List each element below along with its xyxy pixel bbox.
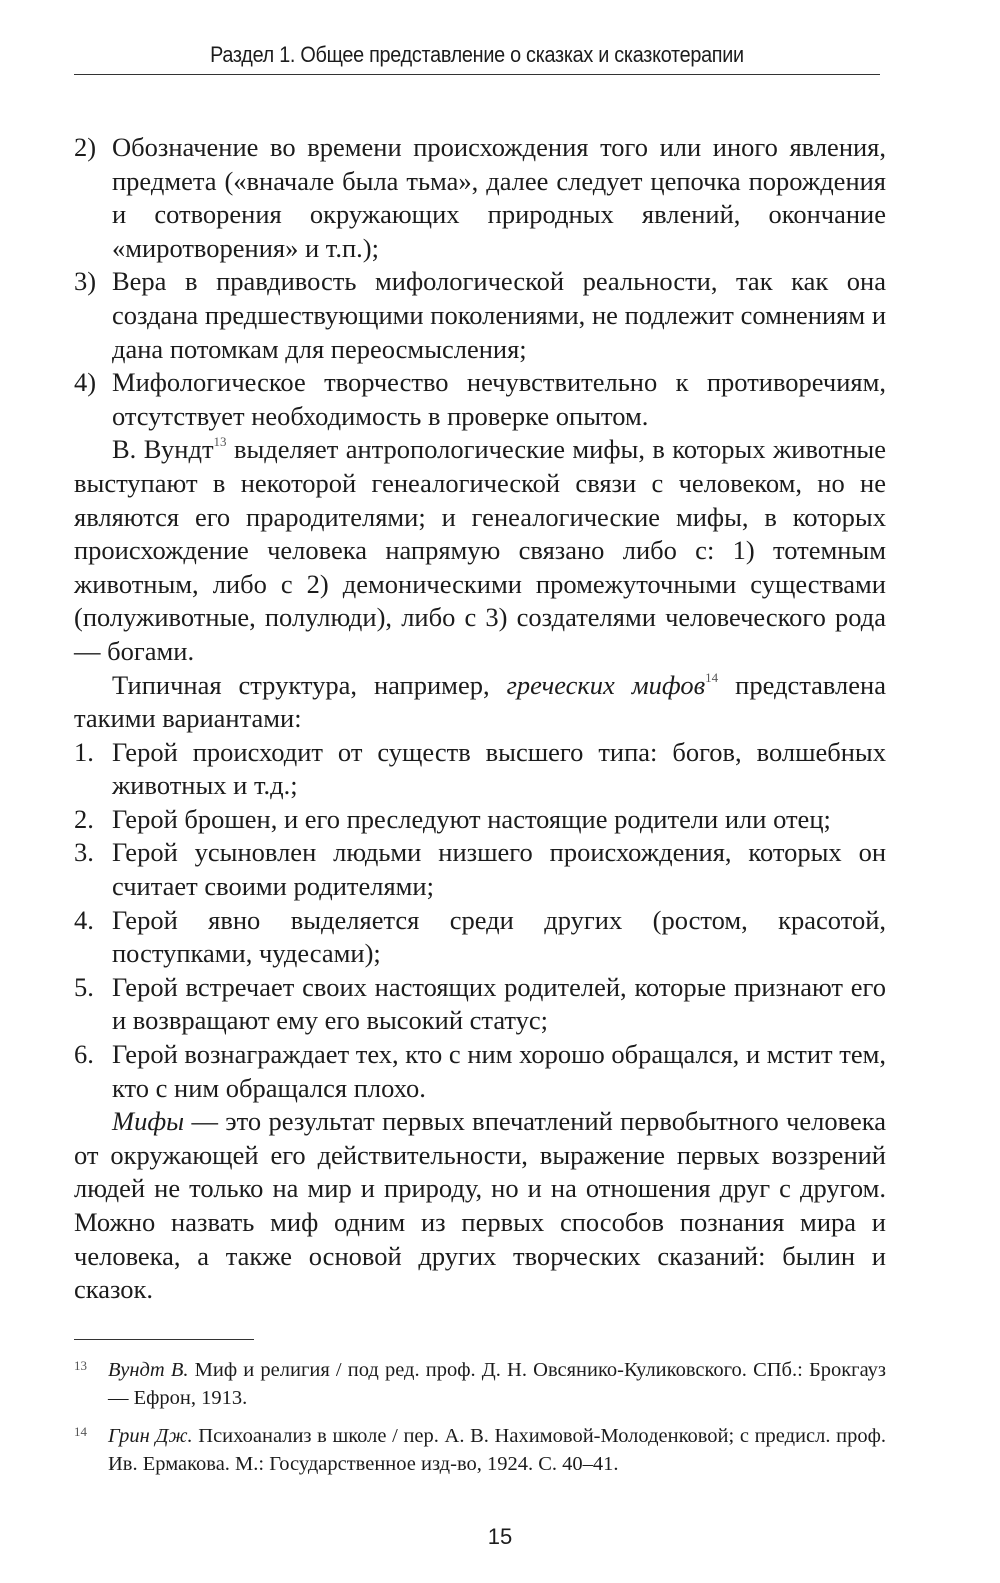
italic-term: Мифы	[112, 1106, 185, 1137]
list-item-text: Герой явно выделяется среди других (ростом, красотой, поступками, чудесами);	[112, 904, 886, 969]
list-item	[74, 904, 886, 971]
list-item-number: 5.	[74, 971, 94, 1002]
italic-term: греческих мифов	[506, 669, 706, 700]
footnote-number: 14	[74, 1424, 87, 1439]
list-item-text: Герой встречает своих настоящих родителей, которые признают его и возвращают ему его высокий статус;	[112, 971, 886, 1036]
list-item-text: Мифологическое творчество нечувствительно к противоречиям, отсутствует необходимость в проверке опытом.	[112, 367, 886, 431]
list-item	[74, 971, 886, 1038]
list-item	[74, 736, 886, 803]
paragraph-text: — это результат первых впечатлений первобытного человека от окружающей его действительности, выражение первых воззрений людей не только на мир и природу, но и на отношения друг с другом. Можно назвать миф одним из первых способов познания мира и человека, а также основой других творческих сказаний: былин и сказок.	[74, 1106, 886, 1305]
list-item-text: Вера в правдивость мифологической реальности, так как она создана предшествующими поколениями, не подлежит сомнениям и дана потомкам для переосмысления;	[112, 266, 886, 364]
footnote	[74, 1422, 886, 1478]
list-item	[74, 131, 886, 265]
paragraph-text: представлена такими вариантами:	[74, 669, 886, 734]
footnote-author: Грин Дж.	[108, 1425, 193, 1447]
paragraph-greek-myths	[74, 669, 886, 736]
page-body	[74, 131, 886, 1307]
list-item-number: 2.	[74, 803, 94, 834]
paragraph-lead: Типичная структура, например,	[112, 669, 507, 700]
footnote-author: Вундт В.	[108, 1359, 189, 1381]
paragraph-text: выделяет антропологические мифы, в которых животные выступают в некоторой генеалогической связи с человеком, но не являются его прародителями; и генеалогические мифы, в которых происхождение человека напрямую связано либо с: 1) тотемным животным, либо с 2) демоническими промежуточными существами (полуживотные, полулюди), либо с 3) создателями человеческого рода — богами.	[74, 434, 886, 666]
paragraph-lead: В. Вундт	[112, 434, 214, 465]
list-item-number: 4)	[74, 367, 97, 398]
list-item-number: 2)	[74, 132, 97, 162]
list-item-number: 4.	[74, 904, 94, 935]
footnote-text: Психоанализ в школе / пер. А. В. Нахимовой-Молоденковой; с предисл. проф. Ив. Ермакова. М.: Государственное изд-во, 1924. С. 40–41.	[108, 1425, 886, 1475]
list-item-text: Герой вознаграждает тех, кто с ним хорошо обращался, и мстит тем, кто с ним обращался плохо.	[112, 1039, 886, 1103]
footnote-text: Миф и религия / под ред. проф. Д. Н. Овсянико-Куликовского. СПб.: Брокгауз — Ефрон, 1913.	[108, 1359, 886, 1409]
list-item	[74, 803, 886, 837]
paragraph-wundt	[74, 433, 886, 668]
paragraph-myths-definition	[74, 1105, 886, 1307]
list-item-number: 3.	[74, 837, 94, 868]
list-item-number: 6.	[74, 1039, 94, 1070]
list-item-number: 3)	[74, 266, 97, 297]
list-item-number: 1.	[74, 736, 94, 767]
footnote	[74, 1356, 886, 1412]
list-item	[74, 1038, 886, 1105]
list-item-text: Герой усыновлен людьми низшего происхождения, которых он считает своими родителями;	[112, 837, 886, 902]
list-item	[74, 265, 886, 366]
page-number: 15	[487, 1524, 513, 1549]
header-divider	[74, 74, 880, 75]
list-item-text: Герой происходит от существ высшего типа: богов, волшебных животных и т.д.;	[112, 736, 886, 801]
list-item	[74, 366, 886, 433]
running-title: Раздел 1. Общее представление о сказках и сказкотерапии	[210, 42, 744, 67]
list-continuation	[74, 131, 886, 433]
list-item	[74, 836, 886, 903]
footnote-number: 13	[74, 1358, 87, 1373]
list-item-text: Обозначение во времени происхождения того или иного явления, предмета («вначале была тьма», далее следует цепочка порождения и сотворения окружающих природных явлений, окончание «миротворения» и т.п.);	[112, 132, 886, 263]
footnote-divider	[74, 1339, 254, 1340]
footnote-ref[interactable]: 13	[213, 434, 227, 450]
hero-structure-list	[74, 736, 886, 1106]
list-item-text: Герой брошен, и его преследуют настоящие родители или отец;	[112, 803, 831, 834]
footnote-ref[interactable]: 14	[705, 669, 719, 685]
footnotes	[74, 1356, 886, 1488]
